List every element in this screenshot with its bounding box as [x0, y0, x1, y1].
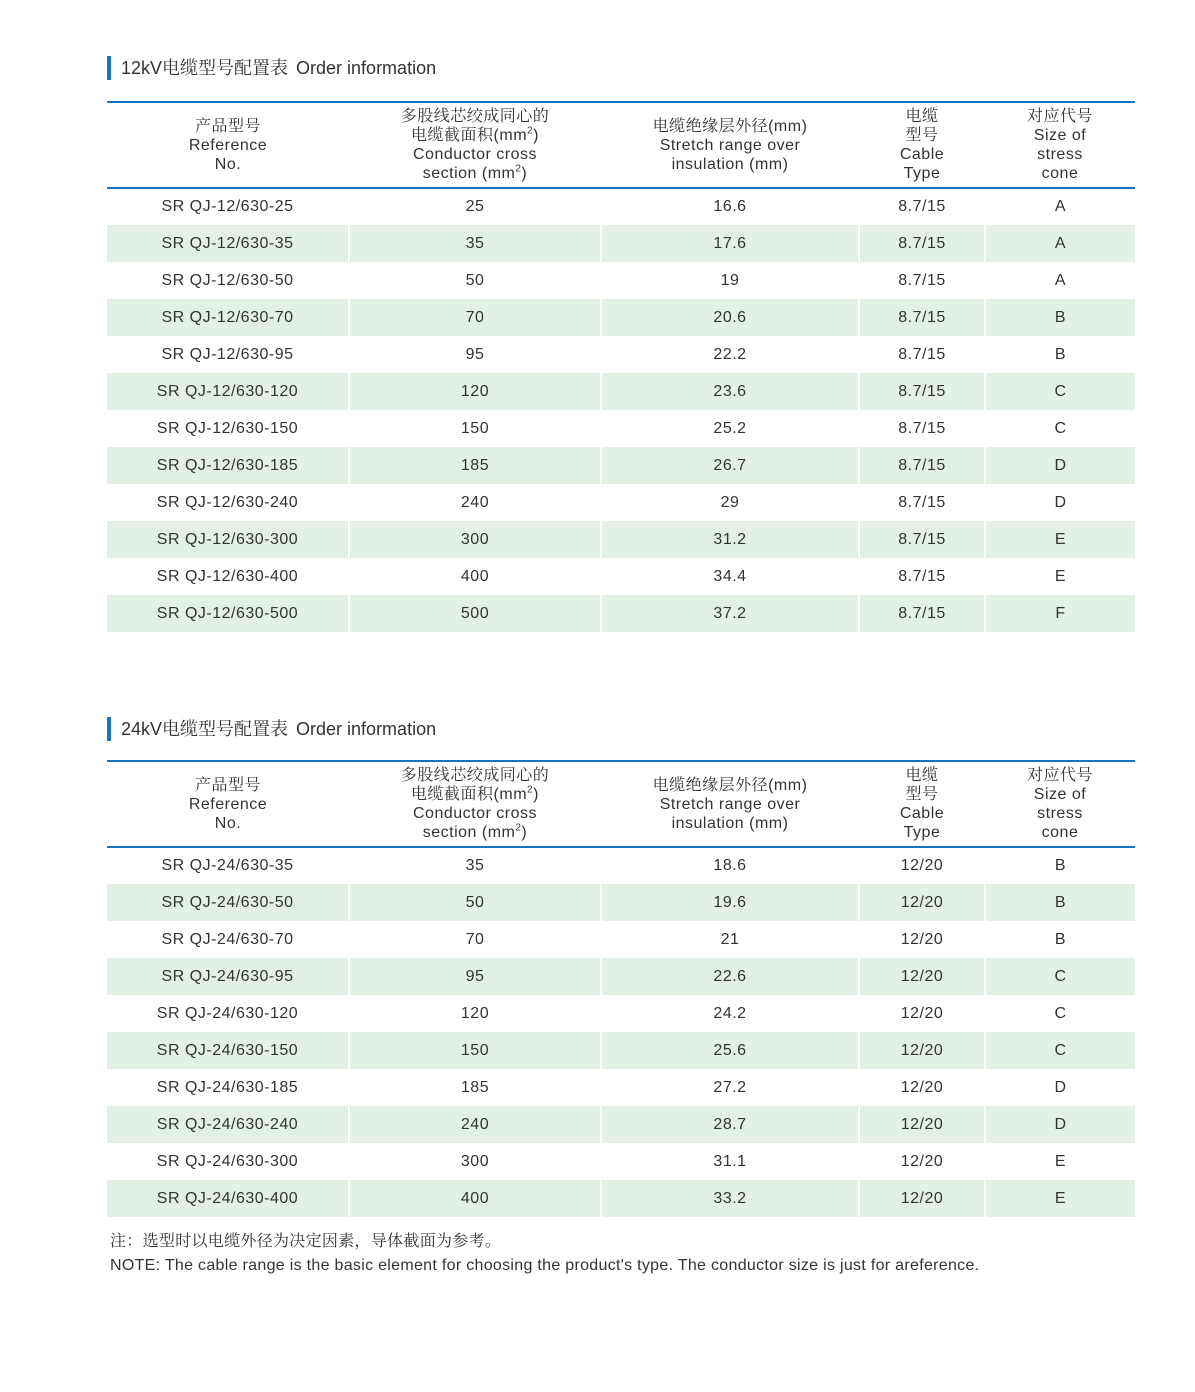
order-table-12kv [107, 101, 1135, 632]
header-stress-cone-size: 对应代号 Size of stress cone [985, 102, 1135, 188]
cell-conductor-section: 150 [349, 410, 601, 447]
table-row [107, 262, 1135, 299]
cell-conductor-section: 50 [349, 884, 601, 921]
cell-stress-cone: C [985, 373, 1135, 410]
cell-cable-type: 8.7/15 [859, 595, 985, 632]
cell-insulation-range: 17.6 [601, 225, 859, 262]
table-row [107, 521, 1135, 558]
cell-stress-cone: C [1054, 1004, 1067, 1022]
cell-stress-cone: C [985, 1032, 1135, 1069]
cell-reference-no: SR QJ-24/630-185 [107, 1069, 349, 1106]
section-title-24kv [107, 717, 436, 741]
cell-cable-type: 8.7/15 [859, 447, 985, 484]
cell-cable-type: 12/20 [859, 958, 985, 995]
table-row [107, 958, 1135, 995]
cell-insulation-range: 20.6 [601, 299, 859, 336]
section-title-12kv [107, 56, 436, 80]
cell-stress-cone: B [1054, 857, 1067, 874]
cell-stress-cone: B [1054, 345, 1067, 363]
table-row [107, 1180, 1135, 1217]
note-en: NOTE: The cable range is the basic element for choosing the product's type. The conductor size is just for areference. [110, 1257, 980, 1274]
table-row [107, 558, 1135, 595]
cell-reference-no: SR QJ-12/630-95 [107, 336, 349, 373]
table-row [107, 847, 1135, 884]
cell-stress-cone: E [985, 521, 1135, 558]
table-row [107, 1106, 1135, 1143]
cell-reference-no: SR QJ-12/630-50 [107, 262, 349, 299]
cell-stress-cone: E [1054, 1152, 1067, 1170]
cell-insulation-range: 22.6 [601, 958, 859, 995]
section-title-en: Order information [296, 719, 437, 739]
cell-conductor-section: 240 [349, 484, 601, 521]
table-row [107, 188, 1135, 225]
cell-insulation-range: 27.2 [601, 1069, 859, 1106]
cell-stress-cone: D [1054, 1078, 1067, 1096]
cell-cable-type: 8.7/15 [859, 410, 985, 447]
cell-insulation-range: 19.6 [601, 884, 859, 921]
table-row [107, 225, 1135, 262]
cell-stress-cone: D [985, 1106, 1135, 1143]
table-row [107, 595, 1135, 632]
cell-stress-cone: A [1054, 271, 1067, 289]
header-conductor-cross-section: 多股线芯绞成同心的 电缆截面积$(mm^2)$ Conductor cross section $(mm^2)$ [349, 102, 601, 188]
cell-reference-no: SR QJ-12/630-70 [107, 299, 349, 336]
header-stress-cone-size: 对应代号 Size of stress cone [985, 761, 1135, 847]
cell-reference-no: SR QJ-12/630-25 [107, 188, 349, 225]
cell-cable-type: 8.7/15 [859, 299, 985, 336]
cell-cable-type: 12/20 [859, 1106, 985, 1143]
cell-stress-cone: B [985, 299, 1135, 336]
cell-cable-type: 8.7/15 [859, 373, 985, 410]
cell-insulation-range: 18.6 [601, 847, 859, 884]
cell-reference-no: SR QJ-24/630-35 [107, 847, 349, 884]
cell-insulation-range: 19 [601, 262, 859, 299]
note-cn: 注：选型时以电缆外径为决定因素，导体截面为参考。 [110, 1233, 502, 1250]
cell-conductor-section: 150 [349, 1032, 601, 1069]
table-header-row [107, 102, 1135, 188]
cell-conductor-section: 70 [349, 299, 601, 336]
cell-conductor-section: 240 [349, 1106, 601, 1143]
cell-stress-cone: E [985, 1180, 1135, 1217]
cell-cable-type: 8.7/15 [859, 558, 985, 595]
cell-conductor-section: 50 [349, 262, 601, 299]
cell-conductor-section: 300 [349, 521, 601, 558]
cell-stress-cone: C [1054, 419, 1067, 437]
cell-conductor-section: 25 [349, 188, 601, 225]
cell-reference-no: SR QJ-12/630-120 [107, 373, 349, 410]
cell-insulation-range: 31.2 [601, 521, 859, 558]
cell-insulation-range: 31.1 [601, 1143, 859, 1180]
cell-reference-no: SR QJ-12/630-185 [107, 447, 349, 484]
header-reference-no: 产品型号 Reference No. [107, 102, 349, 188]
cell-cable-type: 12/20 [859, 1069, 985, 1106]
table-row [107, 336, 1135, 373]
cell-insulation-range: 28.7 [601, 1106, 859, 1143]
order-table-24kv [107, 760, 1135, 1217]
cell-reference-no: SR QJ-12/630-400 [107, 558, 349, 595]
cell-insulation-range: 23.6 [601, 373, 859, 410]
cell-cable-type: 12/20 [859, 884, 985, 921]
cell-conductor-section: 120 [349, 995, 601, 1032]
cell-stress-cone: C [985, 958, 1135, 995]
table-row [107, 921, 1135, 958]
cell-conductor-section: 35 [349, 225, 601, 262]
cell-stress-cone: A [1054, 198, 1067, 215]
cell-stress-cone: D [985, 447, 1135, 484]
cell-conductor-section: 300 [349, 1143, 601, 1180]
section-title-cn: 24kV电缆型号配置表 [121, 719, 289, 739]
table-row [107, 995, 1135, 1032]
cell-stress-cone: E [1054, 567, 1067, 585]
cell-cable-type: 8.7/15 [859, 262, 985, 299]
cell-insulation-range: 21 [601, 921, 859, 958]
cell-cable-type: 12/20 [859, 847, 985, 884]
cell-insulation-range: 29 [601, 484, 859, 521]
section-title-cn: 12kV电缆型号配置表 [121, 58, 289, 78]
table-row [107, 1069, 1135, 1106]
table-row [107, 299, 1135, 336]
cell-conductor-section: 35 [349, 847, 601, 884]
table-header-row [107, 761, 1135, 847]
cell-conductor-section: 500 [349, 595, 601, 632]
table-row [107, 484, 1135, 521]
cell-insulation-range: 16.6 [601, 188, 859, 225]
cell-conductor-section: 120 [349, 373, 601, 410]
cell-conductor-section: 70 [349, 921, 601, 958]
section-title-en: Order information [296, 58, 437, 78]
cell-cable-type: 8.7/15 [859, 484, 985, 521]
cell-cable-type: 8.7/15 [859, 521, 985, 558]
cell-cable-type: 8.7/15 [859, 225, 985, 262]
cell-stress-cone: A [985, 225, 1135, 262]
cell-insulation-range: 33.2 [601, 1180, 859, 1217]
header-insulation-range: 电缆绝缘层外径(mm) Stretch range over insulation (mm) [601, 102, 859, 188]
cell-reference-no: SR QJ-24/630-150 [107, 1032, 349, 1069]
cell-conductor-section: 95 [349, 958, 601, 995]
header-conductor-cross-section: 多股线芯绞成同心的 电缆截面积$(mm^2)$ Conductor cross section $(mm^2)$ [349, 761, 601, 847]
cell-cable-type: 12/20 [859, 1180, 985, 1217]
cell-reference-no: SR QJ-12/630-500 [107, 595, 349, 632]
header-insulation-range: 电缆绝缘层外径(mm) Stretch range over insulation (mm) [601, 761, 859, 847]
cell-reference-no: SR QJ-12/630-240 [107, 484, 349, 521]
cell-insulation-range: 22.2 [601, 336, 859, 373]
cell-stress-cone: D [1054, 493, 1067, 511]
cell-insulation-range: 34.4 [601, 558, 859, 595]
table-row [107, 884, 1135, 921]
table-row [107, 410, 1135, 447]
cell-reference-no: SR QJ-24/630-70 [107, 921, 349, 958]
cell-stress-cone: B [985, 884, 1135, 921]
cell-reference-no: SR QJ-12/630-150 [107, 410, 349, 447]
cell-cable-type: 8.7/15 [859, 188, 985, 225]
notes [110, 1230, 979, 1278]
header-cable-type: 电缆 型号 Cable Type [859, 761, 985, 847]
cell-cable-type: 12/20 [859, 921, 985, 958]
cell-cable-type: 12/20 [859, 1032, 985, 1069]
table-row [107, 1143, 1135, 1180]
cell-stress-cone: B [1054, 930, 1067, 948]
cell-cable-type: 12/20 [859, 995, 985, 1032]
cell-insulation-range: 37.2 [601, 595, 859, 632]
cell-insulation-range: 25.6 [601, 1032, 859, 1069]
cell-insulation-range: 26.7 [601, 447, 859, 484]
cell-stress-cone: F [985, 595, 1135, 632]
cell-reference-no: SR QJ-24/630-300 [107, 1143, 349, 1180]
header-reference-no: 产品型号 Reference No. [107, 761, 349, 847]
cell-conductor-section: 400 [349, 558, 601, 595]
cell-reference-no: SR QJ-24/630-240 [107, 1106, 349, 1143]
cell-insulation-range: 24.2 [601, 995, 859, 1032]
cell-reference-no: SR QJ-24/630-120 [107, 995, 349, 1032]
cell-conductor-section: 400 [349, 1180, 601, 1217]
header-cable-type: 电缆 型号 Cable Type [859, 102, 985, 188]
cell-reference-no: SR QJ-24/630-95 [107, 958, 349, 995]
table-row [107, 373, 1135, 410]
cell-reference-no: SR QJ-12/630-35 [107, 225, 349, 262]
cell-conductor-section: 185 [349, 447, 601, 484]
cell-reference-no: SR QJ-24/630-50 [107, 884, 349, 921]
cell-cable-type: 8.7/15 [859, 336, 985, 373]
cell-conductor-section: 185 [349, 1069, 601, 1106]
cell-reference-no: SR QJ-24/630-400 [107, 1180, 349, 1217]
table-row [107, 447, 1135, 484]
cell-conductor-section: 95 [349, 336, 601, 373]
cell-insulation-range: 25.2 [601, 410, 859, 447]
cell-reference-no: SR QJ-12/630-300 [107, 521, 349, 558]
cell-cable-type: 12/20 [859, 1143, 985, 1180]
table-row [107, 1032, 1135, 1069]
